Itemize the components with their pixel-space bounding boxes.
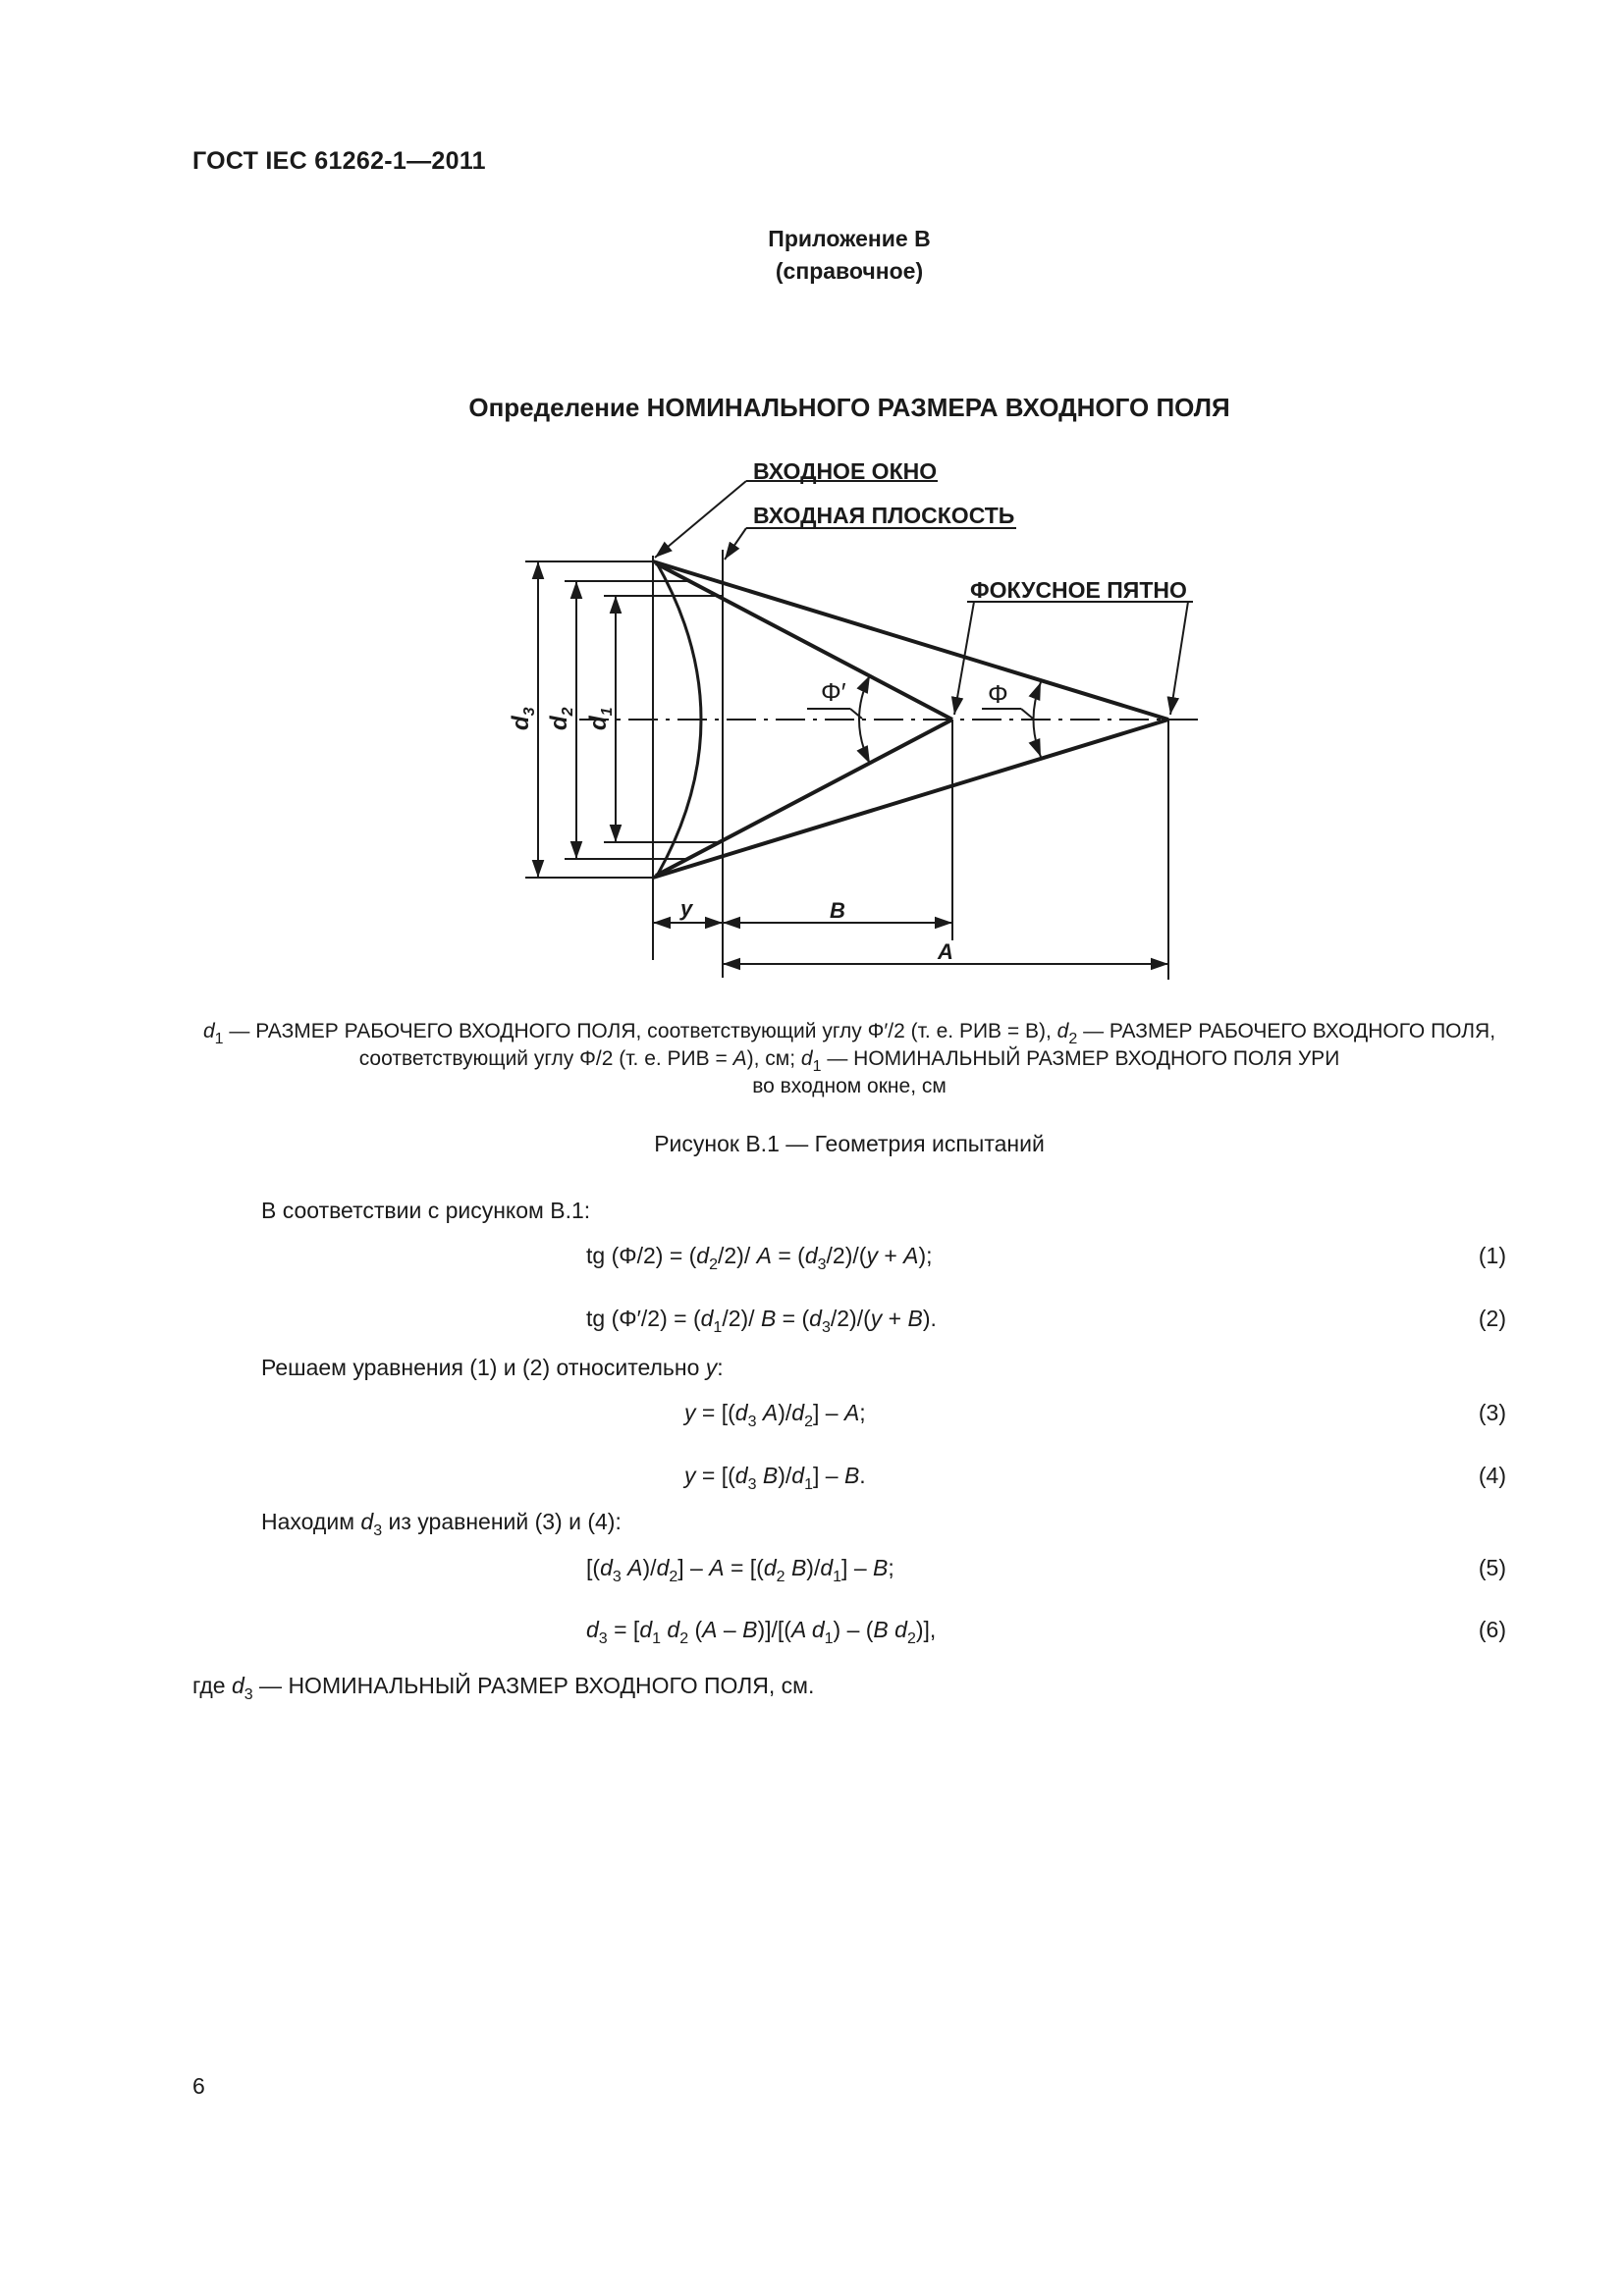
solve-paragraph: Решаем уравнения (1) и (2) относительно y: [261,1355,724,1380]
label-B: B [830,898,845,923]
label-d3: $d_3$ [508,707,538,730]
equation-number: (1) [1478,1243,1506,1268]
equation-6: $d_3 = [d_1$ $d_2$ (A – B)]/[(A $d_1) - (B$ $d_2$)], [586,1617,937,1647]
equation-1: tg $(\Phi/2) = (d_2/2)/$ $A = (d_3/2)/(y + A)$; [586,1243,933,1273]
label-d2: $d_2$ [546,707,576,730]
equation-number: (4) [1478,1463,1506,1488]
annex-subtitle: (справочное) [775,258,924,284]
label-A: A [938,939,953,964]
figure-caption: $d_1$ — РАЗМЕР РАБОЧЕГО ВХОДНОГО ПОЛЯ, соответствующий углу Φ′/2 (т. е. РИВ = B), $d_2$ — РАЗМЕР РАБОЧЕГО ВХОДНОГО ПОЛЯ, соответствующий углу Φ/2 (т. е. РИВ = A), см; $d_1$ — НОМИНАЛЬНЫЙ РАЗМЕР ВХОДНОГО ПОЛЯ УРИ во входном окне, см [202,1020,1496,1097]
equation-2: tg $(\Phi'/2) = (d_1/2)/$ $B = (d_3/2)/(y + B)$. [586,1306,937,1336]
where-paragraph: где $d_3$ — НОМИНАЛЬНЫЙ РАЗМЕР ВХОДНОГО ПОЛЯ, см. [192,1673,815,1703]
equation-number: (2) [1478,1306,1506,1331]
label-input-plane: ВХОДНАЯ ПЛОСКОСТЬ [753,503,1015,528]
label-phi-prime: Φ′ [821,677,846,707]
geometry-figure [0,0,1624,1001]
equation-3: $y = [(d_3$ $A)/d_2$] – A; [684,1400,866,1430]
equation-5: [($d_3$ $A)/d_2] - A = [(d_2$ $B)/d_1$] – B; [586,1555,894,1585]
figure-title: Рисунок В.1 — Геометрия испытаний [654,1131,1045,1156]
annex-title: Приложение В [768,226,931,251]
label-focal-spot: ФОКУСНОЕ ПЯТНО [970,577,1187,603]
find-paragraph: Находим $d_3$ из уравнений (3) и (4): [261,1509,622,1539]
label-input-window: ВХОДНОЕ ОКНО [753,458,938,484]
equation-number: (5) [1478,1555,1506,1580]
page-number: 6 [192,2073,205,2099]
label-d1: $d_1$ [585,707,616,730]
label-y: y [680,896,693,921]
figure-heading: Определение НОМИНАЛЬНОГО РАЗМЕРА ВХОДНОГО ПОЛЯ [468,393,1230,422]
equation-number: (3) [1478,1400,1506,1425]
label-phi: Φ [988,679,1008,709]
intro-paragraph: В соответствии с рисунком В.1: [261,1198,591,1223]
equation-number: (6) [1478,1617,1506,1642]
equation-4: $y = [(d_3$ $B)/d_1$] – B. [684,1463,866,1493]
document-code: ГОСТ IEC 61262-1—2011 [192,147,486,175]
